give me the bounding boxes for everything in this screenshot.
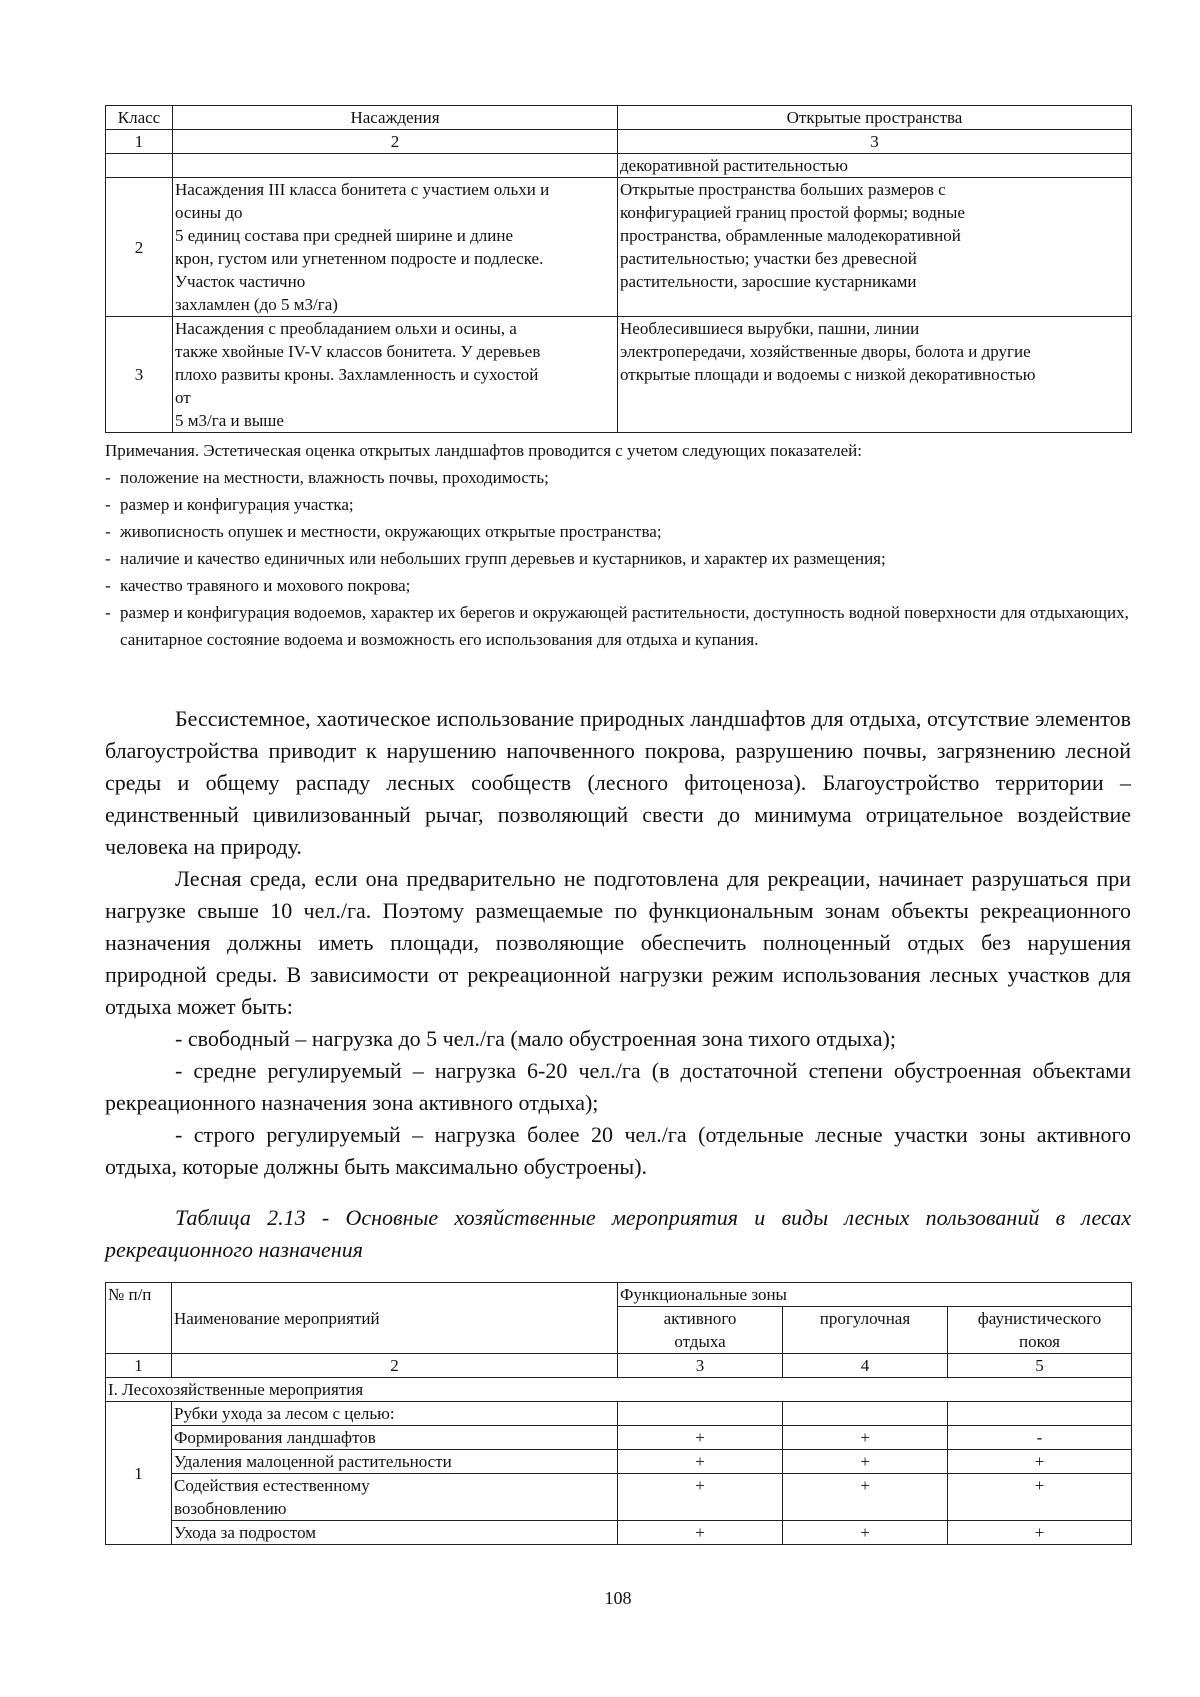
note-text: размер и конфигурация участка; [120,495,354,514]
mark-fauna: + [948,1474,1132,1521]
table-row [106,1402,1132,1426]
header-class: Класс [106,106,173,130]
mark-active: + [618,1474,783,1521]
landscape-classes-table [105,105,1132,433]
table-row [106,1426,1132,1450]
table-notes [105,437,1135,653]
notes-title: Примечания. Эстетическая оценка открытых ландшафтов проводится с учетом следующих показателей: [105,441,862,460]
header-zone-active: активного отдыха [618,1307,783,1354]
col-num-3: 3 [618,1354,783,1378]
table-row [106,1521,1132,1545]
empty-cell [173,154,618,178]
mark-walking: + [783,1426,948,1450]
open-spaces-cell: Необлесившиеся вырубки, пашни, линии электропередачи, хозяйственные дворы, болота и другие открытые площади и водоемы с низкой декоративностью [618,317,1132,433]
col-num-4: 4 [783,1354,948,1378]
col-num-1: 1 [106,130,173,154]
measure-name: Ухода за подростом [172,1521,618,1545]
class-cell: 2 [106,178,173,317]
plantings-cell: Насаждения с преобладанием ольхи и осины, а также хвойные IV-V классов бонитета. У деревьев плохо развиты кроны. Захламленность и сухостой от 5 м3/га и выше [173,317,618,433]
column-numbers-row [106,1354,1132,1378]
column-numbers-row [106,130,1132,154]
header-plantings: Насаждения [173,106,618,130]
mark-active: + [618,1450,783,1474]
note-text: живописность опушек и местности, окружающих открытые пространства; [120,522,662,541]
header-measure-name: Наименование мероприятий [172,1283,618,1354]
dash-marker: - [105,495,111,514]
class-cell: 3 [106,317,173,433]
col-num-2: 2 [173,130,618,154]
list-item [105,518,1135,545]
list-item [105,599,1135,653]
header-functional-zones: Функциональные зоны [618,1283,1132,1307]
measure-name: Удаления малоценной растительности [172,1450,618,1474]
list-item [105,545,1135,572]
mark-fauna: - [948,1426,1132,1450]
measures-table [105,1282,1132,1545]
paragraph: Лесная среда, если она предварительно не подготовлена для рекреации, начинает разрушаться при нагрузке свыше 10 чел./га. Поэтому размещаемые по функциональным зонам объекты рекреационного назначения должны иметь площади, позволяющие обеспечить полноценный отдых без нарушения природной среды. В зависимости от рекреационной нагрузки режим использования лесных участков для отдыха может быть: [105,866,1131,1019]
header-zone-fauna: фаунистического покоя [948,1307,1132,1354]
dash-paragraph: - средне регулируемый – нагрузка 6-20 чел./га (в достаточной степени обустроенная объектами рекреационного назначения зона активного отдыха); [105,1058,1131,1115]
empty-cell [783,1402,948,1426]
mark-active: + [618,1426,783,1450]
mark-fauna: + [948,1450,1132,1474]
header-zone-walking: прогулочная [783,1307,948,1354]
group-title: Рубки ухода за лесом с целью: [172,1402,618,1426]
continuation-text: декоративной растительностью [618,154,1132,178]
header-open-spaces: Открытые пространства [618,106,1132,130]
col-num-5: 5 [948,1354,1132,1378]
paragraph: Бессистемное, хаотическое использование природных ландшафтов для отдыха, отсутствие элементов благоустройства приводит к нарушению напочвенного покрова, разрушению почвы, загрязнению лесной среды и общему распаду лесных сообществ (лесного фитоценоза). Благоустройство территории – единственный цивилизованный рычаг, позволяющий свести до минимума отрицательное воздействие человека на природу. [105,706,1131,859]
note-text: положение на местности, влажность почвы, проходимость; [120,468,549,487]
dash-paragraph: - свободный – нагрузка до 5 чел./га (мало обустроенная зона тихого отдыха); [175,1026,896,1051]
measure-name: Содействия естественному возобновлению [172,1474,618,1521]
header-number: № п/п [106,1283,172,1354]
dash-marker: - [105,549,111,568]
body-text [105,703,1131,1183]
list-item [105,572,1135,599]
note-text: размер и конфигурация водоемов, характер их берегов и окружающей растительности, доступность водной поверхности для отдыхающих, санитарное состояние водоема и возможность его использования для отдыха и купания. [120,603,1129,649]
mark-fauna: + [948,1521,1132,1545]
open-spaces-cell: Открытые пространства больших размеров с конфигурацией границ простой формы; водные пространства, обрамленные малодекоративной растительностью; участки без древесной растительности, заросшие кустарниками [618,178,1132,317]
dash-marker: - [105,576,111,595]
table-row [106,178,1132,317]
empty-cell [106,154,173,178]
dash-marker: - [105,603,111,622]
table-row [106,1474,1132,1521]
dash-paragraph: - строго регулируемый – нагрузка более 20 чел./га (отдельные лесные участки зоны активного отдыха, которые должны быть максимально обустроены). [105,1122,1131,1179]
section-title: I. Лесохозяйственные мероприятия [106,1378,1132,1402]
page-number: 108 [604,1588,632,1608]
note-text: наличие и качество единичных или небольших групп деревьев и кустарников, и характер их размещения; [120,549,886,568]
list-item [105,491,1135,518]
table-header-row [106,1283,1132,1307]
group-number: 1 [106,1402,172,1545]
table-header-row [106,106,1132,130]
mark-walking: + [783,1450,948,1474]
continuation-row [106,154,1132,178]
table-row [106,317,1132,433]
mark-walking: + [783,1521,948,1545]
dash-marker: - [105,522,111,541]
notes-list [105,464,1135,653]
plantings-cell: Насаждения III класса бонитета с участием ольхи и осины до 5 единиц состава при средней ширине и длине крон, густом или угнетенном подросте и подлеске. Участок частично захламлен (до 5 м3/га) [173,178,618,317]
col-num-3: 3 [618,130,1132,154]
note-text: качество травяного и мохового покрова; [120,576,411,595]
empty-cell [948,1402,1132,1426]
mark-walking: + [783,1474,948,1521]
list-item [105,464,1135,491]
col-num-2: 2 [172,1354,618,1378]
mark-active: + [618,1521,783,1545]
empty-cell [618,1402,783,1426]
table-caption: Таблица 2.13 - Основные хозяйственные мероприятия и виды лесных пользований в лесах рекреационного назначения [105,1205,1131,1262]
table-row [106,1450,1132,1474]
dash-marker: - [105,468,111,487]
section-row [106,1378,1132,1402]
col-num-1: 1 [106,1354,172,1378]
measure-name: Формирования ландшафтов [172,1426,618,1450]
